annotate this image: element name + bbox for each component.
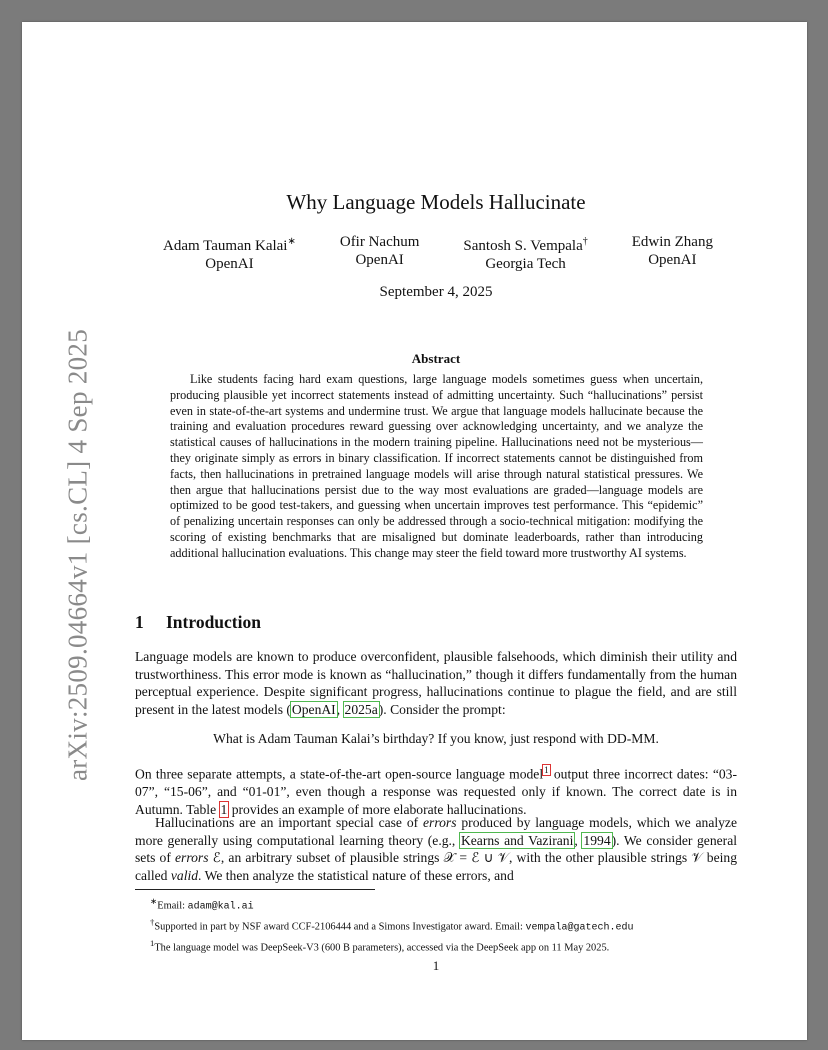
footnote-mark: ∗: [150, 896, 158, 906]
paragraph-text: Language models are known to produce overconfident, plausible falsehoods, which diminish their utility and trustworthiness. This error mode is known as “hallucination,” though it differs fundamentally from the human perceptual experience. Despite significant progress, hallucinations continue to plague the field, and are still present in the latest models (: [135, 649, 737, 717]
paragraph-text: produced by language models, which we analyze more generally using computational learning theory (e.g.,: [135, 815, 737, 848]
paragraph-text: Hallucinations are an important special case of: [155, 815, 424, 830]
paragraph-text: . We then analyze the statistical nature of these errors, and: [198, 867, 514, 883]
citation-year-link[interactable]: [344, 702, 379, 717]
arxiv-identifier-stamp[interactable]: arXiv:2509.04664v1 [cs.CL] 4 Sep 2025: [62, 328, 93, 782]
citation-link-openai-2025a[interactable]: [291, 702, 337, 717]
author-name: Adam Tauman Kalai: [163, 238, 288, 254]
author-name: Santosh S. Vempala: [463, 238, 583, 254]
author-kalai: [163, 233, 296, 273]
citation-year-link[interactable]: [582, 833, 611, 848]
citation-author: Kearns and Vazirani: [460, 832, 574, 848]
author-mark[interactable]: †: [582, 236, 588, 247]
footnote-text: The language model was DeepSeek-V3 (600 B parameters), accessed via the DeepSeek app on 11 May 2025.: [154, 942, 610, 954]
footnotes: [150, 894, 740, 956]
author-zhang: [632, 233, 713, 273]
footnote-link-1[interactable]: 1: [544, 765, 549, 775]
author-affiliation: OpenAI: [355, 252, 404, 268]
paragraph-text: ). We consider general sets of: [135, 832, 738, 865]
section-title: Introduction: [166, 612, 261, 632]
publication-date: September 4, 2025: [379, 284, 493, 300]
footnote-item: [150, 936, 740, 956]
abstract-text: Like students facing hard exam questions, large language models sometimes guess when uncertain, producing plausible yet incorrect statements instead of admitting uncertainty. Such “hallucinations” persist even in state-of-the-art systems and undermine trust. We argue that language models hallucinate because the training and evaluation procedures reward guessing over acknowledging uncertainty, and we analyze the statistical causes of hallucinations in the modern training pipeline. Hallucinations need not be mysterious—they originate simply as errors in binary classification. If incorrect statements cannot be distinguished from facts, then hallucinations in pretrained language models will arise through natural statistical pressures. We then argue that hallucinations persist due to the way most evaluations are graded—language models are optimized to be good test-takers, and guessing when uncertain improves test performance. This “epidemic” of penalizing uncertain responses can only be addressed through a socio-technical mitigation: modifying the scoring of existing benchmarks that are misaligned but dominate leaderboards, rather than introducing additional hallucination evaluations. This change may steer the field toward more trustworthy AI systems.: [170, 372, 703, 560]
footnote-mark: †: [150, 916, 155, 927]
footnote-email: adam@kal.ai: [187, 901, 254, 913]
page-number: 1: [432, 958, 440, 973]
intro-paragraph-2: [135, 762, 737, 818]
paper-page: [22, 22, 807, 1040]
emphasis-errors: errors: [175, 850, 209, 865]
author-affiliation: OpenAI: [205, 256, 254, 272]
footnote-divider: [135, 889, 375, 890]
author-list: [163, 233, 713, 273]
paragraph-text: ℰ, an arbitrary subset of plausible strings 𝒳 = ℰ ∪ 𝒱, with the other plausible strings 𝒱 being called: [135, 850, 737, 883]
citation-year: 1994: [583, 832, 611, 848]
citation-author: OpenAI: [291, 701, 336, 717]
footnote-email: vempala@gatech.edu: [525, 922, 634, 934]
author-affiliation: Georgia Tech: [485, 256, 566, 272]
author-affiliation: OpenAI: [648, 252, 697, 268]
paragraph-text: ). Consider the prompt:: [378, 701, 506, 717]
citation-link-kearns-vazirani[interactable]: [460, 833, 574, 848]
emphasis-valid: valid: [170, 867, 199, 883]
intro-paragraph-1: [135, 648, 737, 718]
paragraph-text: provides an example of more elaborate hallucinations.: [228, 801, 527, 817]
citation-year: 2025a: [344, 701, 378, 717]
footnote-item: [150, 894, 740, 915]
footnote-text: Email:: [157, 900, 188, 912]
section-number: 1: [135, 612, 144, 632]
author-mark[interactable]: ∗: [287, 236, 296, 247]
intro-paragraph-3: [135, 814, 737, 884]
footnote-item: [150, 915, 740, 936]
author-name: Edwin Zhang: [631, 234, 713, 250]
footnote-mark: 1: [150, 937, 155, 948]
footnote-text: Supported in part by NSF award CCF-2106444 and a Simons Investigator award. Email:: [154, 921, 526, 933]
paper-title: Why Language Models Hallucinate: [286, 190, 586, 214]
author-vempala: [463, 233, 587, 273]
paragraph-text: output three incorrect dates: “03-07”, “15-06”, and “01-01”, even though a response was requested only if known. The correct date is in Autumn. Table: [135, 766, 737, 817]
table-ref-link-1[interactable]: 1: [220, 801, 228, 817]
citation-separator: ,: [574, 832, 583, 848]
author-name: Ofir Nachum: [339, 234, 420, 250]
citation-separator: ,: [336, 701, 344, 717]
example-prompt: What is Adam Tauman Kalai’s birthday? If you know, just respond with DD-MM.: [213, 731, 659, 746]
paragraph-text: On three separate attempts, a state-of-the-art open-source language model: [135, 766, 544, 782]
section-heading-introduction: [135, 612, 261, 633]
abstract-heading: Abstract: [411, 351, 461, 366]
author-nachum: [340, 233, 420, 273]
emphasis-errors: errors: [423, 815, 457, 830]
